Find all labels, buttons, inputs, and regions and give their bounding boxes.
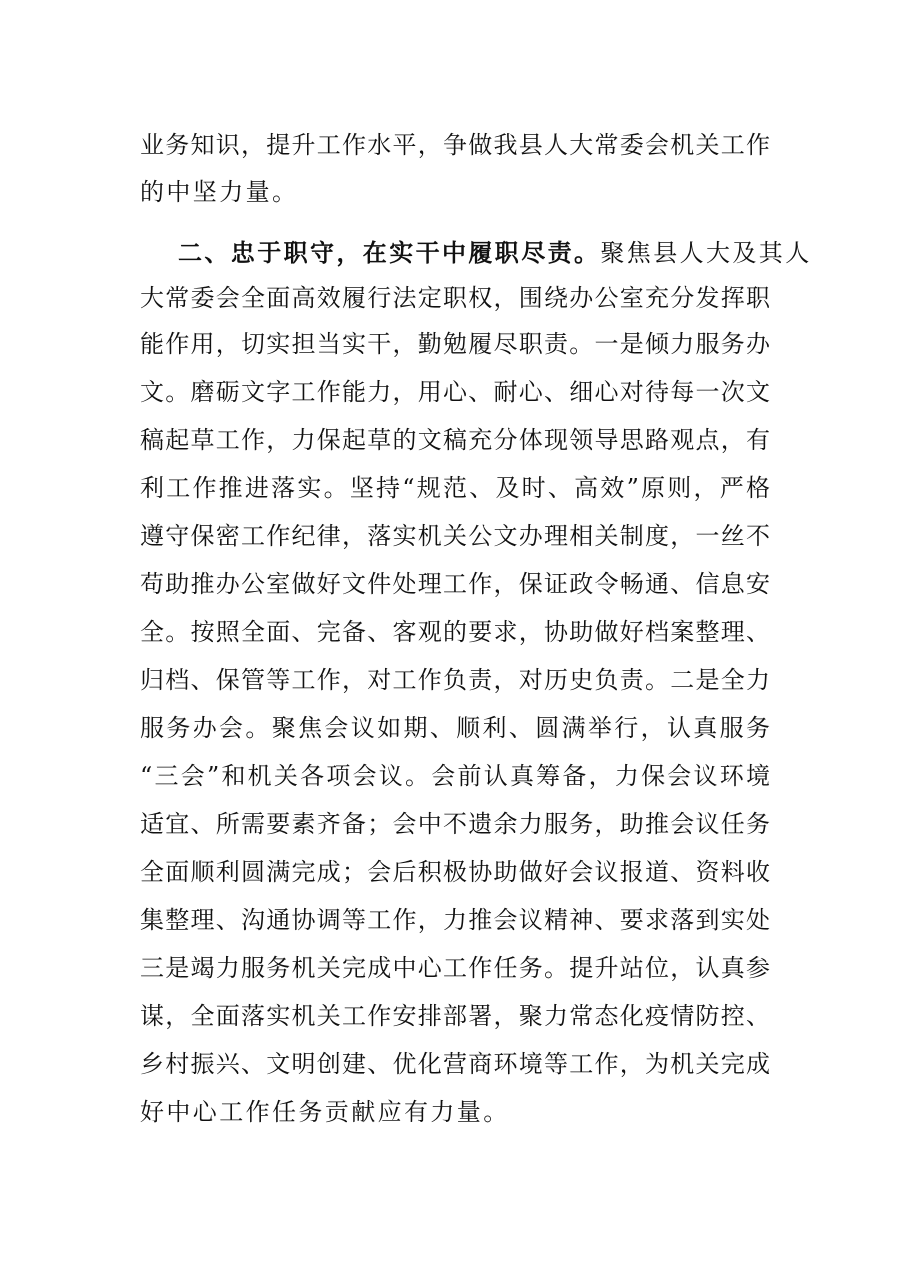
paragraph-line: 利工作推进落实。坚持“规范、及时、高效”原则，严格 <box>140 474 770 502</box>
paragraph-line: 稿起草工作，力保起草的文稿充分体现领导思路观点，有 <box>140 426 770 454</box>
paragraph-line: 三是竭力服务机关完成中心工作任务。提升站位，认真参 <box>140 954 770 982</box>
paragraph-line: “三会”和机关各项会议。会前认真筹备，力保会议环境 <box>140 762 770 790</box>
paragraph-line: 大常委会全面高效履行法定职权，围绕办公室充分发挥职 <box>140 284 770 312</box>
paragraph-first-line <box>178 236 812 270</box>
paragraph-line: 全面顺利圆满完成；会后积极协助做好会议报道、资料收 <box>140 858 770 886</box>
paragraph-line: 遵守保密工作纪律，落实机关公文办理相关制度，一丝不 <box>140 522 770 550</box>
paragraph-line: 全。按照全面、完备、客观的要求，协助做好档案整理、 <box>140 618 770 646</box>
heading-continuation: 聚焦县人大及其人 <box>600 239 812 267</box>
paragraph-line: 能作用，切实担当实干，勤勉履尽职责。一是倾力服务办 <box>140 330 770 358</box>
section-heading: 二、忠于职守，在实干中履职尽责。 <box>178 238 601 267</box>
paragraph-line: 好中心工作任务贡献应有力量。 <box>140 1098 510 1126</box>
paragraph-line: 业务知识，提升工作水平，争做我县人大常委会机关工作 <box>140 131 770 159</box>
paragraph-line: 苟助推办公室做好文件处理工作，保证政令畅通、信息安 <box>140 570 770 598</box>
paragraph-line: 适宜、所需要素齐备；会中不遗余力服务，助推会议任务 <box>140 810 770 838</box>
paragraph-line: 文。磨砺文字工作能力，用心、耐心、细心对待每一次文 <box>140 378 770 406</box>
paragraph-line: 乡村振兴、文明创建、优化营商环境等工作，为机关完成 <box>140 1050 770 1078</box>
paragraph-line: 集整理、沟通协调等工作，力推会议精神、要求落到实处 <box>140 906 770 934</box>
paragraph-line: 服务办会。聚焦会议如期、顺利、圆满举行，认真服务 <box>140 714 770 742</box>
paragraph-line: 归档、保管等工作，对工作负责，对历史负责。二是全力 <box>140 666 770 694</box>
paragraph-line: 的中坚力量。 <box>140 178 299 206</box>
paragraph-line: 谋，全面落实机关工作安排部署，聚力常态化疫情防控、 <box>140 1002 770 1030</box>
